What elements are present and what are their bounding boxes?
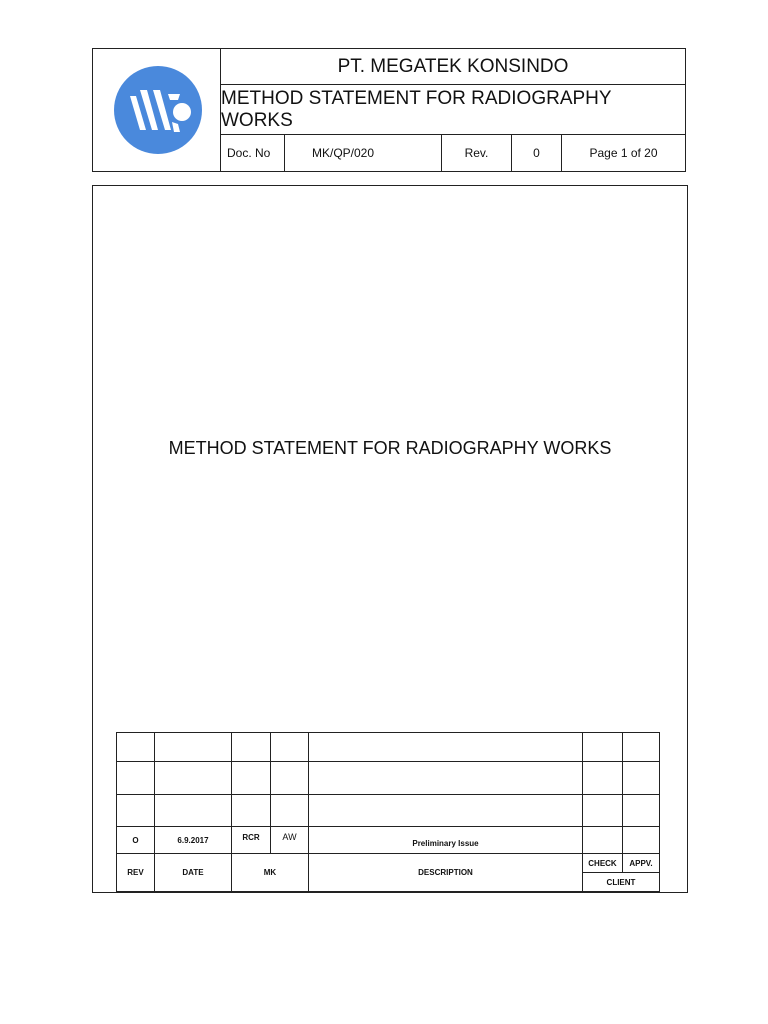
table-cell	[232, 733, 271, 762]
entry-rev: O	[117, 827, 155, 854]
header-description: DESCRIPTION	[309, 854, 583, 892]
header-appv: APPV.	[623, 854, 660, 873]
revision-table	[116, 732, 660, 892]
table-cell	[117, 733, 155, 762]
table-cell	[623, 795, 660, 827]
table-cell	[271, 795, 309, 827]
table-cell	[309, 762, 583, 795]
table-cell	[583, 733, 623, 762]
table-cell	[155, 733, 232, 762]
table-cell	[271, 762, 309, 795]
table-cell	[309, 733, 583, 762]
table-cell	[623, 733, 660, 762]
page-number: Page 1 of 20	[589, 146, 658, 160]
table-cell	[583, 827, 623, 854]
table-cell	[155, 795, 232, 827]
rev-label: Rev.	[442, 135, 512, 171]
doc-no-value: MK/QP/020	[285, 135, 442, 171]
document-header	[92, 48, 686, 172]
table-cell	[309, 795, 583, 827]
document-title: METHOD STATEMENT FOR RADIOGRAPHY WORKS	[221, 85, 685, 135]
table-cell	[271, 733, 309, 762]
company-logo-icon	[114, 66, 202, 154]
cover-title: METHOD STATEMENT FOR RADIOGRAPHY WORKS	[168, 438, 612, 458]
header-date: DATE	[155, 854, 232, 892]
table-cell	[232, 762, 271, 795]
rev-value: 0	[512, 135, 562, 171]
table-cell	[623, 762, 660, 795]
table-cell	[583, 762, 623, 795]
header-mk: MK	[232, 854, 309, 892]
entry-mk-1: RCR	[232, 827, 271, 854]
header-rev: REV	[117, 854, 155, 892]
header-check: CHECK	[583, 854, 623, 873]
table-cell	[117, 762, 155, 795]
logo-cell	[93, 49, 221, 171]
doc-no-label: Doc. No	[221, 135, 285, 171]
table-cell	[232, 795, 271, 827]
table-cell	[117, 795, 155, 827]
table-cell	[623, 827, 660, 854]
table-cell	[155, 762, 232, 795]
entry-description: Preliminary Issue	[309, 827, 583, 854]
entry-mk-2: AW	[271, 827, 309, 854]
company-name: PT. MEGATEK KONSINDO	[221, 49, 685, 85]
entry-date: 6.9.2017	[155, 827, 232, 854]
table-cell	[583, 795, 623, 827]
header-client: CLIENT	[583, 873, 660, 892]
